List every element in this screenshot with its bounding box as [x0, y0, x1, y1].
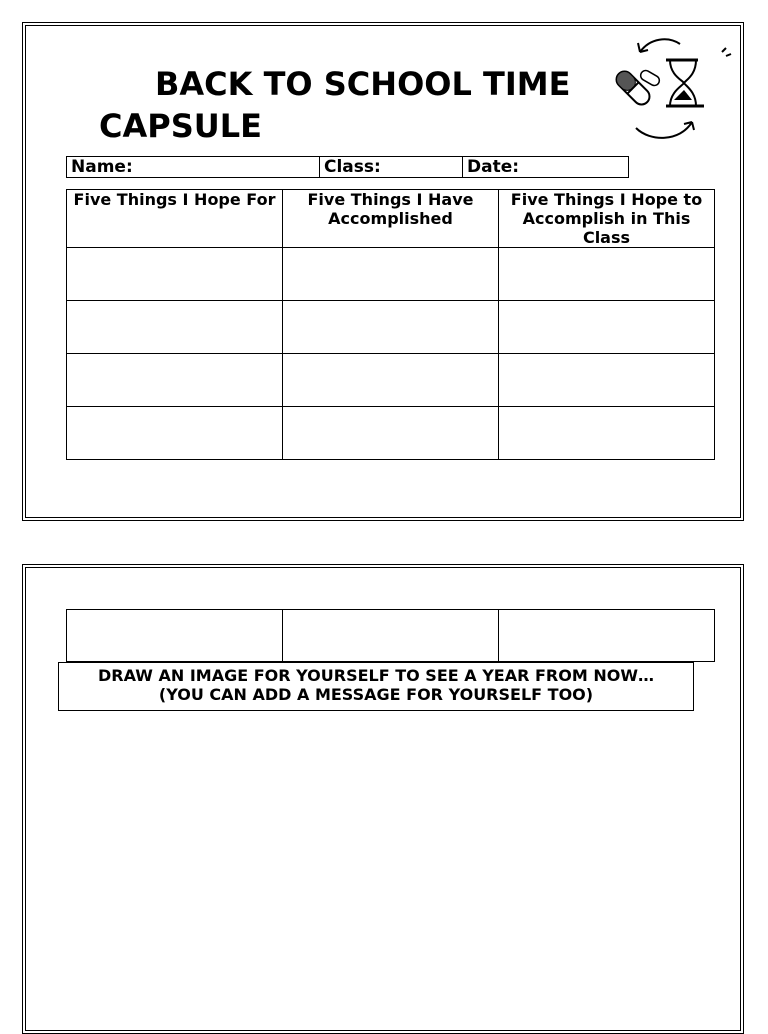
student-info-table	[66, 156, 629, 178]
date-field[interactable]	[463, 157, 629, 178]
page-title-line-1: BACK TO SCHOOL TIME	[155, 65, 571, 103]
name-field[interactable]	[67, 157, 320, 178]
goals-table	[66, 189, 715, 460]
table-row	[67, 407, 715, 460]
class-field[interactable]	[320, 157, 463, 178]
column-header-hope-for: Five Things I Hope For	[67, 190, 283, 248]
name-label: Name:	[71, 157, 133, 177]
table-cell[interactable]	[283, 407, 499, 460]
table-cell[interactable]	[283, 354, 499, 407]
table-cell[interactable]	[499, 301, 715, 354]
table-cell[interactable]	[67, 248, 283, 301]
table-cell[interactable]	[499, 407, 715, 460]
table-row	[67, 610, 715, 662]
table-cell[interactable]	[499, 610, 715, 662]
class-label: Class:	[324, 157, 381, 177]
goals-table-continued	[66, 609, 715, 662]
instructions-line-1: DRAW AN IMAGE FOR YOURSELF TO SEE A YEAR FROM NOW…	[98, 666, 654, 685]
drawing-instructions-box	[58, 662, 694, 711]
table-cell[interactable]	[499, 354, 715, 407]
time-capsule-hourglass-icon	[600, 30, 742, 145]
table-row	[67, 354, 715, 407]
column-header-hope-to-accomplish: Five Things I Hope to Accomplish in This Class	[499, 190, 715, 248]
table-header-row	[67, 190, 715, 248]
table-cell[interactable]	[283, 301, 499, 354]
table-cell[interactable]	[67, 407, 283, 460]
instructions-line-2: (YOU CAN ADD A MESSAGE FOR YOURSELF TOO)	[158, 685, 594, 704]
table-cell[interactable]	[283, 248, 499, 301]
table-row	[67, 301, 715, 354]
table-cell[interactable]	[499, 248, 715, 301]
table-cell[interactable]	[67, 301, 283, 354]
table-row	[67, 248, 715, 301]
table-cell[interactable]	[67, 610, 283, 662]
column-header-accomplished: Five Things I Have Accomplished	[283, 190, 499, 248]
table-cell[interactable]	[283, 610, 499, 662]
date-label: Date:	[467, 157, 520, 177]
page-title-line-2: CAPSULE	[99, 107, 262, 145]
table-cell[interactable]	[67, 354, 283, 407]
